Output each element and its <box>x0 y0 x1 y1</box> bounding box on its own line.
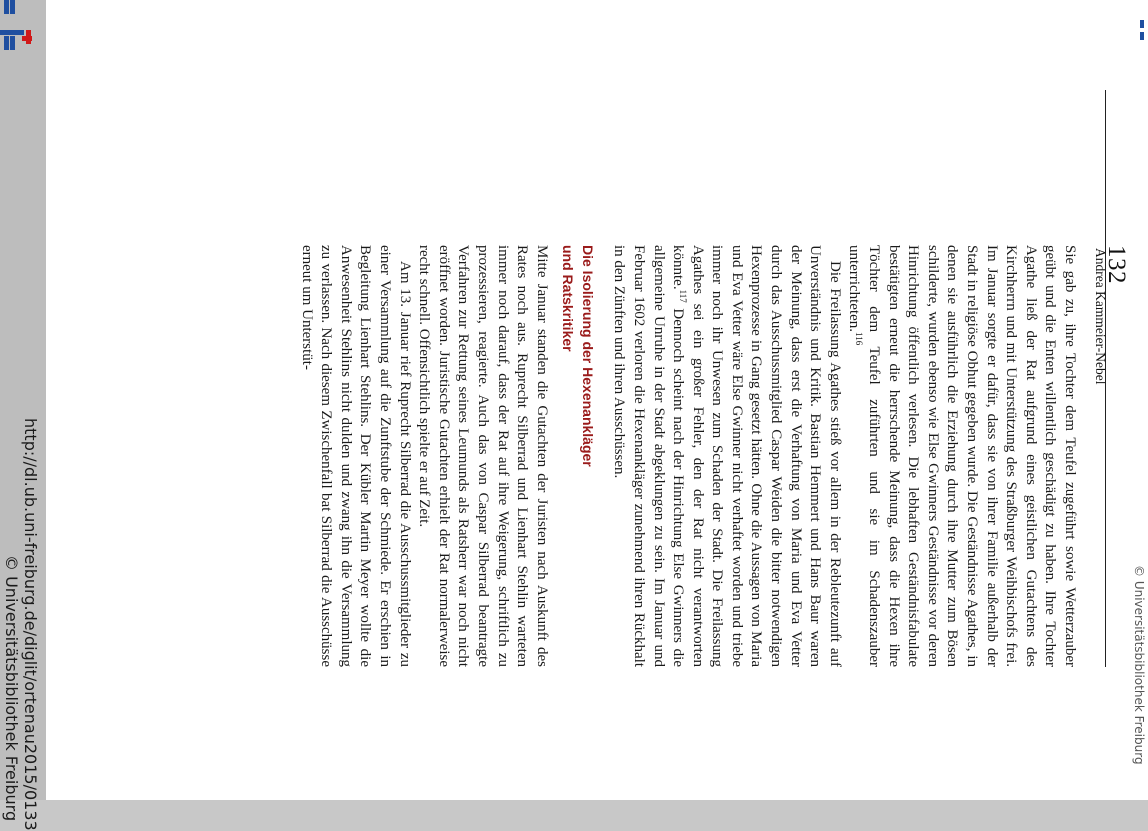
footnote-marker: 116 <box>854 332 865 346</box>
paragraph: Sie gab zu, ihre Tochter dem Teufel zugeführt sowie Wetterzauber geübt und die Enten willentlich geschädigt zu haben. Ihre Tochter Agathe ließ der Rat aufgrund eines geistlichen Gutachtens des Kirchherrn und mit Unterstützung des Straßburger Weihbischofs frei. Im Januar sorgte er dafür, dass sie von ihrer Familie außerhalb der Stadt in religiöse Obhut gegeben wurde. Die Geständnisse Agathes, in denen sie ausführlich die Erziehung durch ihre Mutter zum Bösen schilderte, wurden ebenso wie Else Gwinners Geständnisse vor deren Hinrichtung öffentlich verlesen. Die lebhaften Geständnisfabulate bestätigten erneut die herrschende Meinung, dass die Hexen ihre Töchter dem Teufel zuführten und sie im Schadenszauber unterrichteten.$^{116}$ <box>846 245 1078 667</box>
copyright-fragment: © Universitätsbibliothek Freiburg <box>1132 565 1146 765</box>
footnote-marker: 117 <box>678 289 689 303</box>
footer-overlay <box>0 0 45 831</box>
scanned-page <box>46 0 1148 800</box>
header-rule <box>1105 90 1106 667</box>
page-number: 132 <box>1103 245 1130 284</box>
paragraph: Mitte Januar standen die Gutachten der Juristen nach Auskunft des Rates noch aus. Ruprecht Silberrad und Lienhart Stehlin warteten immer noch darauf, dass der Rat auf ihre Weigerung, schriftlich zu prozessieren, reagierte. Auch das von Caspar Silberrad beantragte Verfahren zur Rettung seines Leumunds als Ratsherr war noch nicht eröffnet worden. Juristische Gutachten erhielt der Rat normalerweise recht schnell. Offensichtlich spielte er auf Zeit. <box>416 245 550 667</box>
page-content <box>46 0 1148 800</box>
running-head: Andrea Kammeier-Nebel <box>1093 248 1108 385</box>
copyright-notice: © Universitätsbibliothek Freiburg <box>2 555 21 822</box>
edge-fragment-overlay <box>1108 0 1148 800</box>
source-url: http://dl.ub.uni-freiburg.de/diglit/ortenau2015/0133 <box>21 418 40 831</box>
paragraph: Am 13. Januar rief Ruprecht Silberrad die Ausschussmitglieder zu einer Versammlung auf die Zunftstube der Schmiede. Er erschien in Begleitung Lienhart Stehlins. Der Kübler Martin Meyer wollte die Anwesenheit Stehlins nicht dulden und zwang ihn die Versammlung zu verlassen. Nach diesem Zwischenfall bat Silberrad die Ausschüsse erneut um Unterstüt- <box>298 245 413 667</box>
body-text <box>296 245 1079 667</box>
section-heading: Die Isolierung der Hexenankläger und Ratskritiker <box>560 245 596 467</box>
paragraph: Die Freilassung Agathes stieß vor allem in der Rebleutezunft auf Unverständnis und Kritik. Bastian Hemmert und Hans Baur waren der Meinung, dass erst die Verhaftung von Maria und Eva Vetter durch das Ausschussmitglied Caspar Weiden die bitter notwendigen Hexenprozesse in Gang gesetzt hätten. Ohne die Aussagen von Maria und Eva Vetter wäre Else Gwinner nicht verhaftet worden und triebe immer noch ihr Unwesen zum Schaden der Stadt. Die Freilassung Agathes sei ein großer Fehler, den der Rat nicht verantworten könnte.$^{117}$ Dennoch scheint nach der Hinrichtung Else Gwinners die allgemeine Unruhe in der Stadt abgeklungen zu sein. Im Januar und Februar 1602 verloren die Hexenankläger zunehmend ihren Rückhalt in den Zünften und ihren Ausschüssen. <box>611 245 843 667</box>
